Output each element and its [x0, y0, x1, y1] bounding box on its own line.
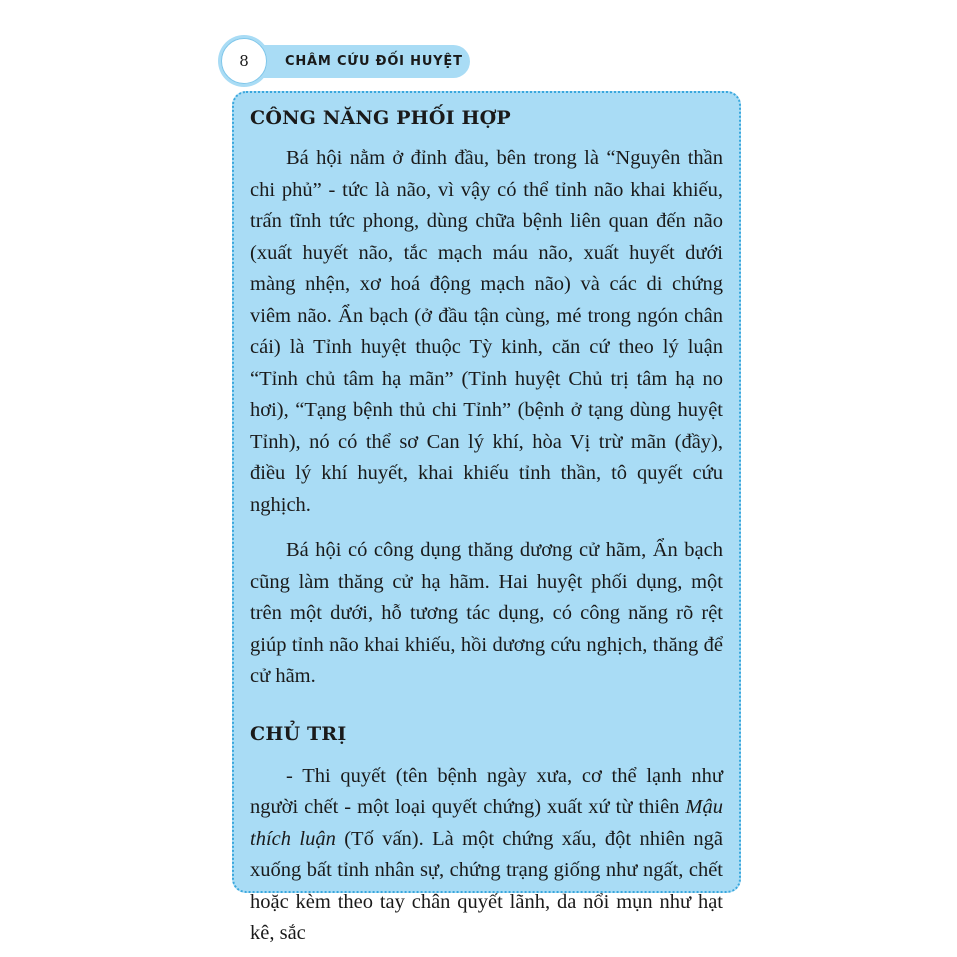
heading-cong-nang-phoi-hop: CÔNG NĂNG PHỐI HỢP: [250, 107, 511, 129]
paragraph-1: Bá hội nằm ở đỉnh đầu, bên trong là “Nguyên thần chi phủ” - tức là não, vì vậy có thể tỉnh não khai khiếu, trấn tĩnh tức phong, dùng chữa bệnh liên quan đến não (xuất huyết não, tắc mạch máu não, xuất huyết dưới màng nhện, xơ hoá động mạch não) và các di chứng viêm não. Ẩn bạch (ở đầu tận cùng, mé trong ngón chân cái) là Tỉnh huyệt thuộc Tỳ kinh, căn cứ theo lý luận “Tỉnh chủ tâm hạ mãn” (Tỉnh huyệt Chủ trị tâm hạ no hơi), “Tạng bệnh thủ chi Tỉnh” (bệnh ở tạng dùng huyệt Tỉnh), nó có thể sơ Can lý khí, hòa Vị trừ mãn (đầy), điều lý khí huyết, khai khiếu tỉnh thần, tô quyết cứu nghịch.: [250, 147, 723, 516]
page-number: 8: [221, 38, 267, 84]
content-panel: [232, 91, 741, 944]
paragraph-3: [250, 761, 723, 950]
paragraph-3-text-end: (Tố vấn). Là một chứng xấu, đột nhiên ngã xuống bất tỉnh nhân sự, chứng trạng giống như ngất, chết hoặc kèm theo tay chân quyết lãnh, da nổi mụn như hạt kê, sắc: [250, 827, 723, 944]
running-header-title: CHÂM CỨU ĐỐI HUYỆT: [285, 54, 463, 69]
heading-chu-tri: CHỦ TRỊ: [250, 722, 347, 745]
paragraph-3-text-start: - Thi quyết (tên bệnh ngày xưa, cơ thể lạnh như người chết - một loại quyết chứng) xuất xứ từ thiên: [250, 764, 723, 818]
paragraph-2: Bá hội có công dụng thăng dương cử hãm, Ẩn bạch cũng làm thăng cử hạ hãm. Hai huyệt phối dụng, một trên một dưới, hỗ tương tác dụng, có công năng rõ rệt giúp tỉnh não khai khiếu, hồi dương cứu nghịch, thăng để cử hãm.: [250, 539, 723, 687]
paragraph-3-book-title: Mậu thích luận: [250, 796, 723, 850]
